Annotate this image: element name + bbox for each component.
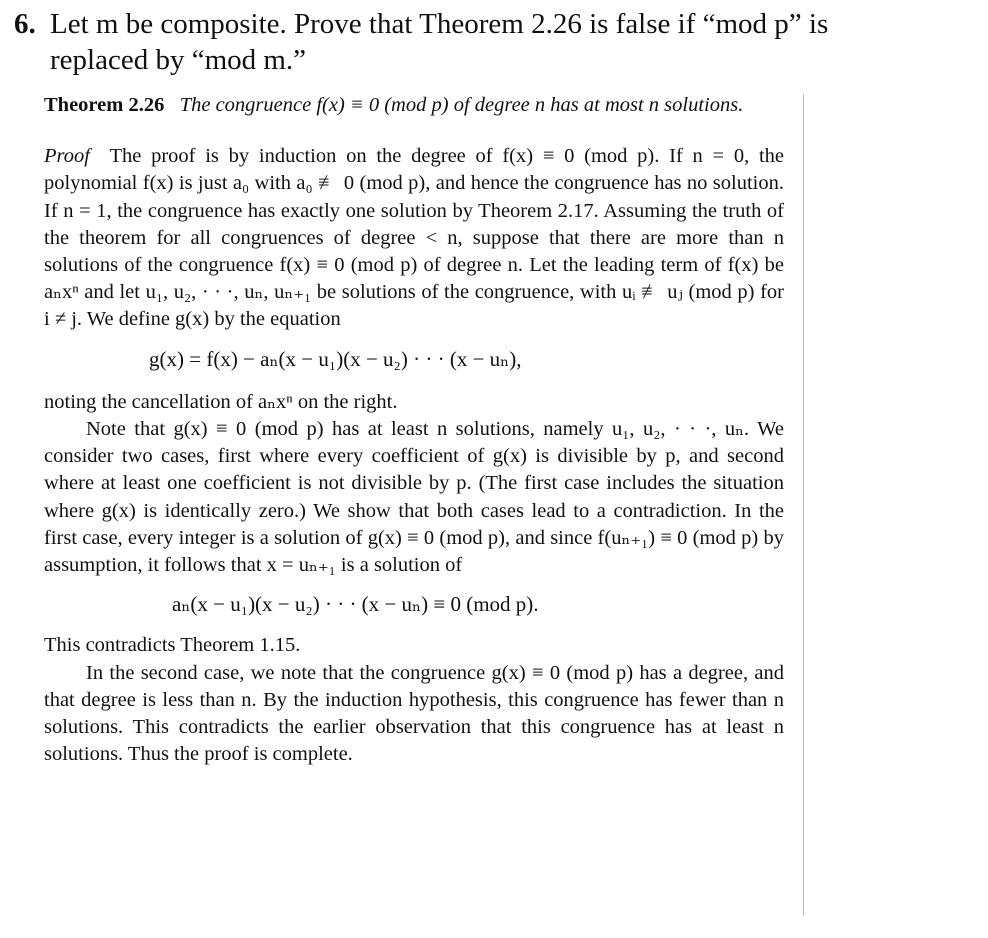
exercise-statement (14, 6, 978, 78)
proof-paragraph-3: In the second case, we note that the congruence g(x) ≡ 0 (mod p) has a degree, and that degree is less than n. By the induction hypothesis, this congruence has fewer than n solutions. This contradicts the earlier observation that this congruence has at least n solutions. Thus the proof is complete. (44, 661, 784, 766)
proof-text-after-eq1: noting the cancellation of aₙxⁿ on the right. (44, 390, 398, 413)
theorem-label: Theorem 2.26 (44, 94, 165, 116)
margin-rule (803, 94, 804, 916)
equation-g-definition: g(x) = f(x) − aₙ(x − u₁)(x − u₂) · · · (x − uₙ), (149, 346, 522, 371)
theorem-excerpt (44, 92, 784, 768)
theorem-statement: The congruence f(x) ≡ 0 (mod p) of degree n has at most n solutions. (179, 94, 744, 116)
proof-paragraph-2: Note that g(x) ≡ 0 (mod p) has at least n solutions, namely u₁, u₂, · · ·, uₙ. We consider two cases, first where every coefficient of g(x) is divisible by p, and second where at least one coefficient is not divisible by p. (The first case includes the situation where g(x) is identically zero.) We show that both cases lead to a contradiction. In the first case, every integer is a solution of g(x) ≡ 0 (mod p), and since f(uₙ₊₁) ≡ 0 (mod p) by assumption, it follows that x = uₙ₊₁ is a solution of (44, 418, 784, 577)
proof-label: Proof (44, 145, 90, 168)
exercise-number: 6. (14, 8, 36, 40)
proof-text-after-eq2: This contradicts Theorem 1.15. (44, 634, 301, 657)
proof-text-1: The proof is by induction on the degree of f(x) ≡ 0 (mod p). If n = 0, the polynomial f(x) is just a₀ with a₀ ≢ 0 (mod p), and hence the congruence has no solution. If n = 1, the congruence has exactly one solution by Theorem 2.17. Assuming the truth of the theorem for all congruences of degree < n, suppose that there are more than n solutions of the congruence f(x) ≡ 0 (mod p) of degree n. Let the leading term of f(x) be aₙxⁿ and let u₁, u₂, · · ·, uₙ, uₙ₊₁ be solutions of the congruence, with uᵢ ≢ uⱼ (mod p) for i ≠ j. We define g(x) by the equation (44, 145, 785, 331)
theorem-block (44, 92, 784, 119)
equation-product-congruence: aₙ(x − u₁)(x − u₂) · · · (x − uₙ) ≡ 0 (mod p). (172, 592, 539, 617)
exercise-text-line-1: Let m be composite. Prove that Theorem 2.26 is false if “mod p” is (50, 8, 829, 40)
exercise-text-line-2: replaced by “mod m.” (50, 44, 307, 76)
proof-paragraph-1 (44, 143, 784, 333)
exercise-line-1 (14, 6, 978, 42)
